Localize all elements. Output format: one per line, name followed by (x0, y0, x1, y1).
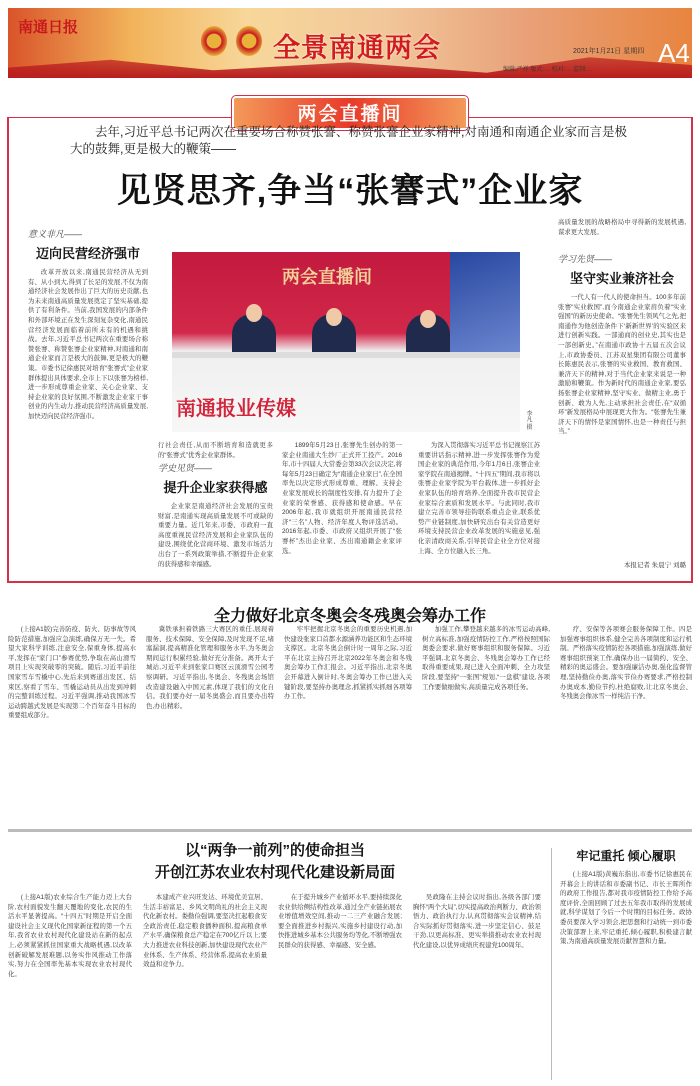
national-emblem-icon (201, 26, 227, 56)
olympics-column: 牢牢把握北京冬奥会的重要历史机遇,加快建设张家口首都水源涵养功能区和生态环境支撑区。北京冬奥会倒计时一周年之际,习近平在北京主持召开北京2022年冬奥会和冬残奥会筹办工作汇报会。习近平指出,北京冬奥会开幕进入倒计时,冬奥会筹办工作已进入关键阶段,要坚持办奥理念,抓紧抓实抓细各项筹办工作。 (284, 626, 412, 701)
column-divider (551, 848, 552, 1080)
olympics-headline: 全力做好北京冬奥会冬残奥会筹办工作 (213, 608, 486, 625)
photo-blue-panel (450, 252, 520, 352)
article-section-2 (158, 441, 273, 572)
news-photo (172, 252, 520, 432)
person-head (246, 304, 262, 322)
sidebar-body: (上接A1版)黄巍东指出,市委书记徐惠民在开幕会上的讲话和市委副书记、市长王晖所作的政府工作报告,都对我市疫情防控工作给予高度评价,全面回顾了过去五年我市取得的发展成就,科学谋划了今后一个时期的目标任务。政协委员要深入学习领会,把思想和行动统一到市委决策部署上来,牢记重托,倾心履职,积极建言献策,为南通高质量发展贡献智慧和力量。 (560, 871, 692, 946)
agriculture-column: 本建成产业兴旺发达、环境优美宜居、生活丰裕富足、乡风文明尚礼的社会主义现代化新农村。娄勤俭强调,要坚决扛起粮食安全政治责任,稳定粮食播种面积,提高粮食单产水平,确保粮食总产稳定在700亿斤以上;要大力推进农业科技创新,加快建设现代农业产业体系、生产体系、经营体系,提高农业质量效益和竞争力。 (143, 894, 267, 969)
page-number: A4 (658, 38, 690, 68)
sidebar-headline: 牢记重托 倾心履职 (576, 849, 676, 863)
article-column-4: 为深入贯彻落实习近平总书记视察江苏重要讲话指示精神,进一步发挥张謇作为爱国企业家的典范作用,今年1月6日,张謇企业家学院在南通揭牌。“十四五”期间,我市将以张謇企业家学院为平台载体,进一步抓好企业家队伍的培育培养,全面提升我市民营企业家综合素质和发展水平。与此同时,我市建立完善市领导挂钩联系重点企业,联系优势产业链制度,加快研究出台有关营造更好环境支持民营企业改革发展的实施意见,强化亲清政商关系,引导民营企业全方位对接上海、全方位融入长三角。 (418, 442, 540, 555)
headline-line: 开创江苏农业农村现代化建设新局面 (154, 864, 395, 881)
agriculture-headline (10, 840, 540, 884)
section-divider (8, 829, 692, 832)
kicker: 意义非凡—— (28, 229, 83, 239)
byline: 本报记者 朱晨宁 刘璐 (623, 562, 686, 569)
olympics-column: 冀铁承担着铁路三大赛区的重任,展现着服务、技术保障、安全保障,及时发现不足,堵塞漏洞,提高精准化管理和服务水平,为冬奥会期间运行积累经验,做好充分准备。离开太子城站,习近平来到张家口赛区云顶滑雪公园考察调研。习近平指出,冬奥会、冬残奥会场馆改造建设融入中国元素,体现了我们的文化自信。我们要办好一届冬奥盛会,而且要办出特色,办出精彩。 (146, 626, 274, 710)
body-text: 高质量发展的战略格局中寻得新的发展机遇,谋求更大发展。 (558, 219, 686, 236)
subheading: 坚守实业兼济社会 (569, 271, 674, 286)
main-headline: 见贤思齐,争当“张謇式”企业家 (116, 172, 584, 210)
photo-desk-text: 南通报业传媒 (176, 398, 296, 420)
subheading: 提升企业家获得感 (163, 480, 268, 495)
photo-desk (172, 352, 520, 358)
column-tag: 两会直播间 (232, 96, 468, 130)
newspaper-logo: 南通日报 (18, 19, 79, 36)
section-title: 全景南通两会 (273, 33, 441, 63)
agriculture-column: 吴政隆在主持会议时指出,各级各部门要胸怀“两个大局”,切实提高政治判断力、政治领悟力、政治执行力,认真贯彻落实会议精神,结合实际抓好贯彻落实,进一步坚定信心、鼓足干劲,以更高标准、更实举措推动农业农村现代化建设,以优异成绩庆祝建党100周年。 (413, 894, 541, 949)
photo-backdrop-text: 两会直播间 (282, 267, 372, 287)
photo-credit: 李凡 摄 (525, 410, 531, 430)
olympics-column: 加强工作,攀登越来越多的冰雪运动高峰,树立高标准,加强疫情防控工作,严格按照国际奥委会要求,做好赛事组织和服务保障。习近平强调,北京冬奥会、冬残奥会筹办工作已经取得重要成果,现已进入全面冲刺、全力攻坚阶段,要坚持“一张图”规划,“一盘棋”建设,各项工作要做细做实,高质量完成各项任务。 (422, 626, 550, 691)
agriculture-column: 在于提升城乡产业循环水平,要持续深化农业供给侧结构性改革,通过全产业链拓展农业增值增效空间,推动一二三产业融合发展;要全面推进乡村振兴,实施乡村建设行动,加快推进城乡基本公共服务均等化,不断增强农民群众的获得感、幸福感、安全感。 (278, 894, 402, 949)
issue-date: 2021年1月21日 星期四 (573, 48, 645, 55)
cppcc-emblem-icon (236, 26, 262, 56)
article-section-1 (28, 227, 148, 598)
kicker: 学习先贤—— (558, 254, 613, 264)
headline-line: 以“两争一前列”的使命担当 (184, 842, 365, 859)
subheading: 迈向民营经济强市 (35, 246, 140, 261)
agriculture-column: (上接A1版)农业综合生产能力迈上大台阶,农村面貌发生翻天覆地的变化,农民的生活水平显著提高。“十四五”时期是开启全面建设社会主义现代化国家新征程的第一个五年,我省农业农村现代化建设站在新的起点上,必须紧紧抓住国家重大战略机遇,以改革创新破解发展难题,以务实作风推动工作落实,努力在全国率先基本实现农业农村现代化。 (8, 894, 132, 978)
body-text: 改革开放以来,南通民营经济从无到有、从小到大,得到了长足的发展,不仅为南通经济社会发展作出了巨大的历史贡献,也为未来南通高质量发展奠定了坚实基础,提供了有利条件。当前,我国发展的内部条件和外部环境正在发生深刻复杂变化,南通民营经济发展面临着前所未有的机遇和挑战。去年,习近平总书记两次在重要场合称赞张謇、称赞张謇企业家精神,对南通和南通企业家而言是极大的鼓舞,更是极大的鞭策。市委书记徐惠民对培育“张謇式”企业家群体提出具体要求,全市上下以张謇为榜样,进一步形成尊重企业家、关心企业家、支持企业家的良好氛围,不断激发企业家干事创业的内生动力,推动民营经济高质量发展,加快迈向民营经济强市。 (28, 269, 148, 420)
lead-paragraph: 去年,习近平总书记两次在重要场合称赞张謇、称赞张謇企业家精神,对南通和南通企业家而言是极大的鼓舞,更是极大的鞭策—— (70, 125, 627, 156)
article-section-5 (558, 218, 686, 569)
body-text: 企业家是南通经济社会发展的宝贵财富,是南通实现高质量发展不可或缺的重要力量。近几年来,市委、市政府一直高度重视民营经济发展和企业家队伍的建设,围绕优化营商环境、激发市场活力出台了一系列政策举措,不断提升企业家的获得感和幸福感。 (158, 503, 273, 568)
body-text: 一代人有一代人的使命担当。100多年前张謇“实业救国”,而今南通企业家肩负着“实业强国”的新历史使命。“张謇先生领风气之先,把南通作为他创造条件下‘新新世界’的实验区来进行创新实践。一部通商的创业史,其实也是一部创新史。”在南通市政协十五届五次会议上,市政协委员、江苏双星集团有限公司董事长陈惠民表示,张謇的实业救国、教育救国、兼济天下的精神,对于当代企业家来说是一种激励和鞭策。作为新时代的南通企业家,要弘扬张謇企业家精神,坚守实业、做精主业,勇于创新、敢为人先,主动承担社会责任,在“双循环”新发展格局中展现更大作为。“张謇先生兼济天下的情怀是家国情怀,也是一种责任与担当。” (558, 294, 686, 436)
masthead-banner (8, 8, 692, 78)
olympics-column: (上接A1版)完善防疫、防火、防事故等风险防范措施,加强应急演练,确保万无一失。希望大家科学训练,注意安全,保重身体,提高水平,发挥在“家门口”参赛优势,争取在高山滑雪项目上实现突破零的突破。随后,习近平前往国家雪车雪橇中心,先后来到赛道出发区、结束区,察看了雪车、雪橇运动员从出发到冲刺的完整训练过程。习近平强调,推动我国冰雪运动跨越式发展是实现第二个百年奋斗目标的重要组成部分。 (8, 626, 136, 720)
body-text: 行社会责任,从而不断培育和造就更多的“张謇式”优秀企业家群体。 (158, 442, 273, 459)
person-head (420, 310, 436, 328)
olympics-column: 疗、安保等各项赛会服务保障工作。四是加强赛事组织体系,健全完善各项制度和运行机制。严格落实疫情防控各项措施,加强演练,做好赛事组织预案工作,确保办出一届简约、安全、精彩的奥运盛会。要加强廉洁办奥,强化监督管理,坚持勤俭办奥,落实节俭办赛要求,严格控制办奥成本,勤俭节约,杜绝腐败,让北京冬奥会、冬残奥会像冰雪一样纯洁干净。 (560, 626, 692, 701)
article-column-3: 1899年5月23日,张謇先生创办的第一家企业南通大生纱厂正式开工投产。2016年,市十四届人大常委会第33次会议决定,将每年5月23日确定为“南通企业家日”,在全国率先以决定形式形成尊重、理解、支持企业家发展成长的制度性安排,有力提升了企业家的荣誉感、获得感和使命感。早在2006年起,我市就组织开展南通民营经济“三名”人物、经济年度人物评选活动。2016年起,市委、市政府又组织开展了“张謇杯”杰出企业家、杰出南通籍企业家评选。 (282, 442, 402, 555)
kicker: 学史见贤—— (158, 463, 213, 473)
editor-credits: 编辑:严祥 版式:… 校对:… 监制:… (503, 67, 593, 73)
person-head (326, 308, 342, 326)
